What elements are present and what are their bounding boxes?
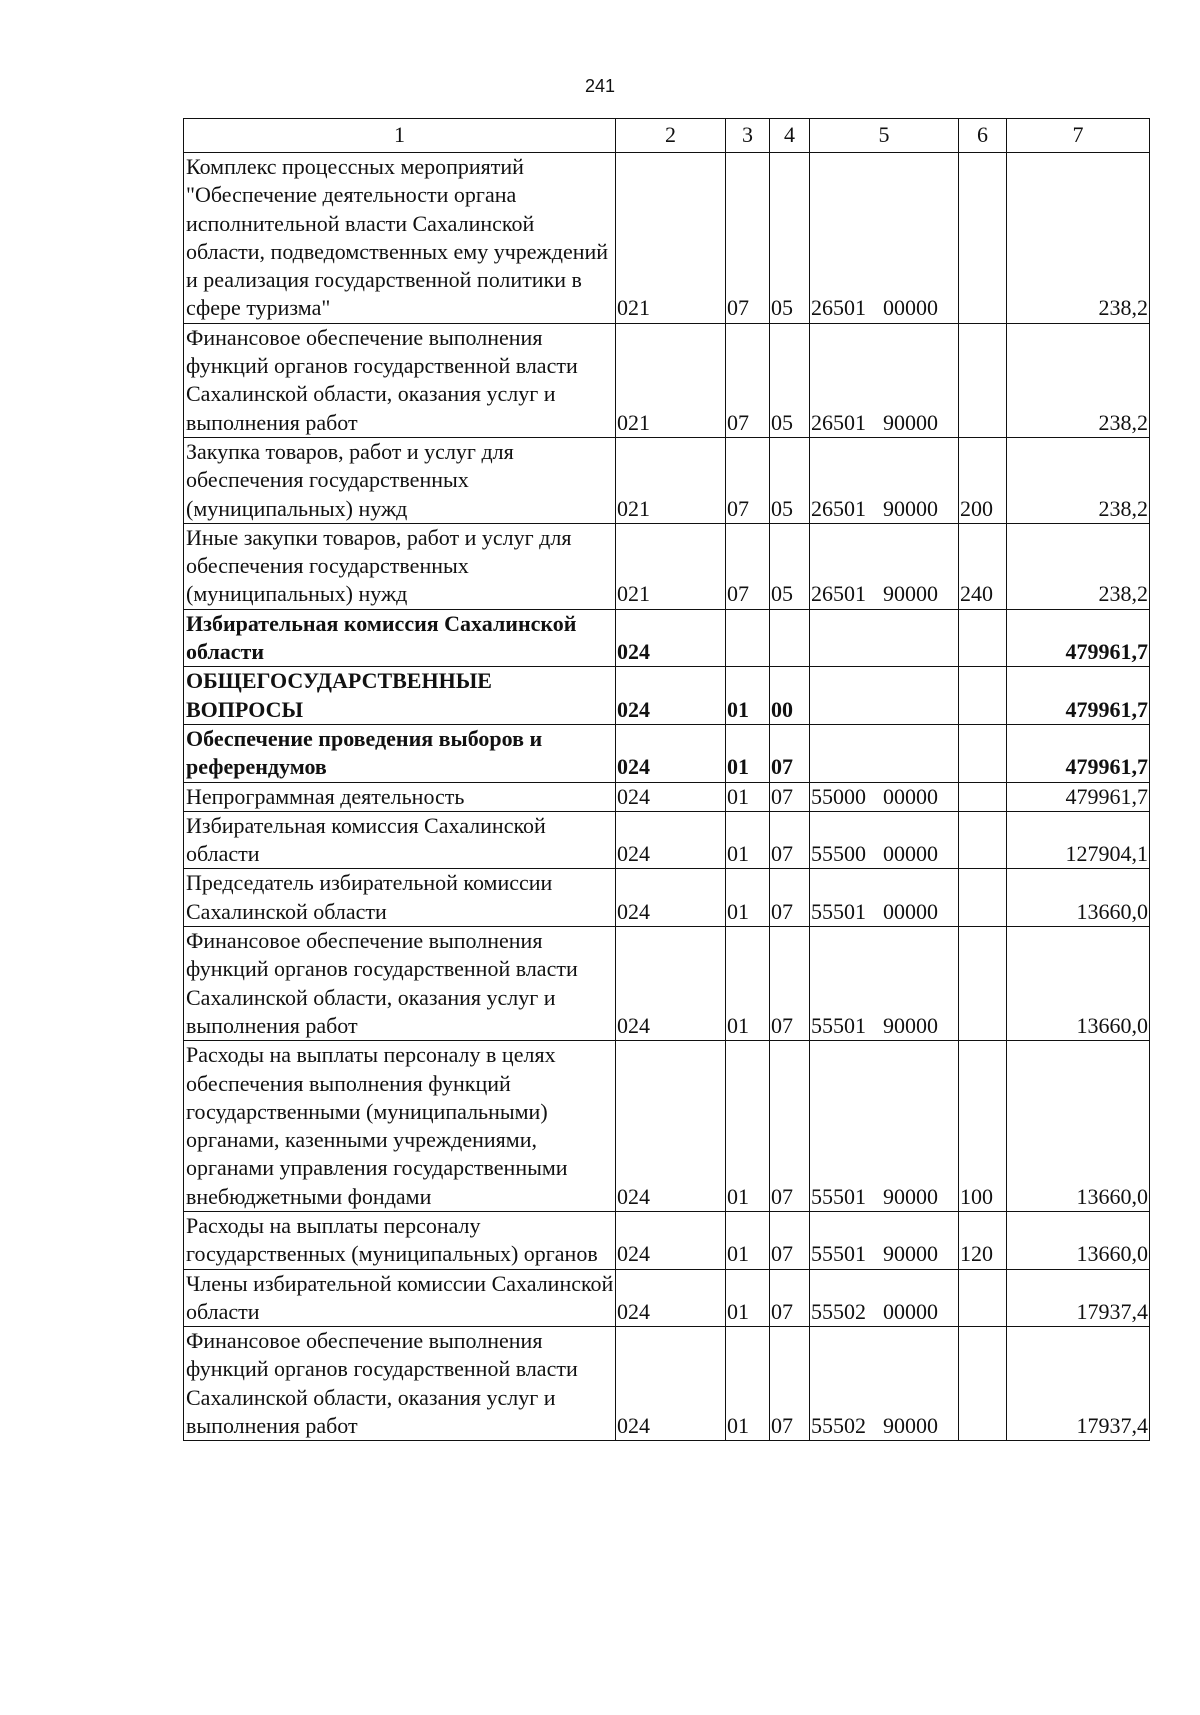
csr-part-1: 55500 [811, 841, 866, 867]
page-number: 241 [584, 76, 616, 96]
row-csr-code [810, 869, 959, 927]
row-gr-code: 024 [616, 1327, 726, 1441]
row-gr-code: 021 [616, 437, 726, 523]
table-row [184, 724, 1150, 782]
csr-part-1: 26501 [811, 295, 866, 321]
row-pr-code: 07 [770, 1041, 810, 1212]
table-row [184, 323, 1150, 437]
table-row [184, 782, 1150, 811]
row-rz-code: 01 [726, 869, 770, 927]
row-sum: 479961,7 [1007, 782, 1150, 811]
row-name: Члены избирательной комиссии Сахалинской области [184, 1269, 616, 1327]
row-name: ОБЩЕГОСУДАРСТВЕННЫЕ ВОПРОСЫ [184, 667, 616, 725]
csr-part-1: 55502 [811, 1298, 866, 1324]
col-header-2: 2 [616, 119, 726, 153]
csr-part-2: 00000 [883, 295, 938, 321]
row-sum: 127904,1 [1007, 811, 1150, 869]
row-sum: 17937,4 [1007, 1327, 1150, 1441]
table-row [184, 1269, 1150, 1327]
csr-part-1: 55501 [811, 1183, 866, 1209]
row-name: Финансовое обеспечение выполнения функций органов государственной власти Сахалинской области, оказания услуг и выполнения работ [184, 1327, 616, 1441]
row-csr-code [810, 811, 959, 869]
table-row [184, 153, 1150, 324]
row-pr-code [770, 609, 810, 667]
row-csr-code [810, 782, 959, 811]
row-pr-code: 07 [770, 1211, 810, 1269]
row-name: Комплекс процессных мероприятий "Обеспечение деятельности органа исполнительной власти Сахалинской области, подведомственных ему учреждений и реализация государственной политики в сфере туризма" [184, 153, 616, 324]
row-rz-code: 07 [726, 323, 770, 437]
row-csr-code [810, 437, 959, 523]
row-pr-code: 07 [770, 811, 810, 869]
csr-part-2: 90000 [883, 1413, 938, 1439]
row-name: Финансовое обеспечение выполнения функций органов государственной власти Сахалинской области, оказания услуг и выполнения работ [184, 323, 616, 437]
row-vr-code: 240 [959, 523, 1007, 609]
csr-part-2: 00000 [883, 783, 938, 809]
row-sum: 479961,7 [1007, 609, 1150, 667]
row-gr-code: 024 [616, 811, 726, 869]
row-sum: 238,2 [1007, 437, 1150, 523]
row-gr-code: 024 [616, 927, 726, 1041]
csr-part-2: 90000 [883, 1183, 938, 1209]
row-csr-code [810, 1041, 959, 1212]
csr-part-1: 55501 [811, 1241, 866, 1267]
row-gr-code: 021 [616, 523, 726, 609]
table-row [184, 437, 1150, 523]
row-sum: 13660,0 [1007, 1211, 1150, 1269]
row-csr-code [810, 1327, 959, 1441]
row-gr-code: 021 [616, 153, 726, 324]
row-rz-code: 01 [726, 667, 770, 725]
row-name: Финансовое обеспечение выполнения функций органов государственной власти Сахалинской области, оказания услуг и выполнения работ [184, 927, 616, 1041]
row-vr-code [959, 927, 1007, 1041]
row-csr-code [810, 523, 959, 609]
col-header-1: 1 [184, 119, 616, 153]
csr-part-1: 55000 [811, 783, 866, 809]
row-pr-code: 05 [770, 523, 810, 609]
row-pr-code: 07 [770, 782, 810, 811]
row-gr-code: 021 [616, 323, 726, 437]
row-vr-code [959, 782, 1007, 811]
row-name: Председатель избирательной комиссии Сахалинской области [184, 869, 616, 927]
row-vr-code [959, 811, 1007, 869]
csr-part-1: 26501 [811, 409, 866, 435]
row-rz-code: 01 [726, 1269, 770, 1327]
row-pr-code: 00 [770, 667, 810, 725]
row-pr-code: 05 [770, 153, 810, 324]
row-rz-code: 01 [726, 1327, 770, 1441]
row-rz-code: 07 [726, 523, 770, 609]
row-vr-code [959, 1269, 1007, 1327]
csr-part-2: 00000 [883, 1298, 938, 1324]
col-header-7: 7 [1007, 119, 1150, 153]
row-gr-code: 024 [616, 609, 726, 667]
row-sum: 13660,0 [1007, 869, 1150, 927]
row-name: Непрограммная деятельность [184, 782, 616, 811]
table-row [184, 927, 1150, 1041]
row-vr-code [959, 609, 1007, 667]
row-vr-code [959, 869, 1007, 927]
row-csr-code [810, 667, 959, 725]
row-rz-code: 01 [726, 927, 770, 1041]
table-row [184, 1211, 1150, 1269]
csr-part-2: 00000 [883, 841, 938, 867]
col-header-6: 6 [959, 119, 1007, 153]
row-rz-code: 01 [726, 1041, 770, 1212]
row-gr-code: 024 [616, 1041, 726, 1212]
row-pr-code: 07 [770, 927, 810, 1041]
csr-part-2: 90000 [883, 1241, 938, 1267]
csr-part-1: 55501 [811, 898, 866, 924]
csr-part-2: 90000 [883, 1012, 938, 1038]
row-rz-code [726, 609, 770, 667]
row-csr-code [810, 1269, 959, 1327]
row-vr-code: 200 [959, 437, 1007, 523]
row-gr-code: 024 [616, 1211, 726, 1269]
row-gr-code: 024 [616, 782, 726, 811]
table-body [184, 153, 1150, 1441]
row-rz-code: 01 [726, 1211, 770, 1269]
row-name: Закупка товаров, работ и услуг для обеспечения государственных (муниципальных) нужд [184, 437, 616, 523]
row-sum: 13660,0 [1007, 1041, 1150, 1212]
row-sum: 17937,4 [1007, 1269, 1150, 1327]
row-csr-code [810, 927, 959, 1041]
table-row [184, 869, 1150, 927]
col-header-3: 3 [726, 119, 770, 153]
row-vr-code [959, 323, 1007, 437]
csr-part-1: 26501 [811, 581, 866, 607]
header-row [184, 119, 1150, 153]
row-vr-code [959, 1327, 1007, 1441]
row-pr-code: 07 [770, 1269, 810, 1327]
row-name: Расходы на выплаты персоналу в целях обеспечения выполнения функций государственными (муниципальными) органами, казенными учреждениями, органами управления государственными внебюджетными фондами [184, 1041, 616, 1212]
row-rz-code: 01 [726, 724, 770, 782]
row-gr-code: 024 [616, 724, 726, 782]
row-vr-code [959, 724, 1007, 782]
row-sum: 238,2 [1007, 153, 1150, 324]
row-csr-code [810, 1211, 959, 1269]
row-sum: 13660,0 [1007, 927, 1150, 1041]
csr-part-1: 55502 [811, 1413, 866, 1439]
row-pr-code: 07 [770, 1327, 810, 1441]
row-vr-code [959, 667, 1007, 725]
csr-part-2: 90000 [883, 495, 938, 521]
csr-part-1: 26501 [811, 495, 866, 521]
row-pr-code: 05 [770, 323, 810, 437]
row-name: Избирательная комиссия Сахалинской области [184, 811, 616, 869]
row-name: Обеспечение проведения выборов и референдумов [184, 724, 616, 782]
row-csr-code [810, 153, 959, 324]
row-csr-code [810, 724, 959, 782]
row-sum: 479961,7 [1007, 724, 1150, 782]
csr-part-2: 90000 [883, 409, 938, 435]
row-vr-code [959, 153, 1007, 324]
row-rz-code: 01 [726, 811, 770, 869]
csr-part-2: 00000 [883, 898, 938, 924]
row-sum: 238,2 [1007, 323, 1150, 437]
row-pr-code: 07 [770, 869, 810, 927]
col-header-4: 4 [770, 119, 810, 153]
table-row [184, 1327, 1150, 1441]
table-row [184, 609, 1150, 667]
row-name: Избирательная комиссия Сахалинской области [184, 609, 616, 667]
table-row [184, 667, 1150, 725]
row-csr-code [810, 609, 959, 667]
table-row [184, 811, 1150, 869]
csr-part-1: 55501 [811, 1012, 866, 1038]
row-name: Расходы на выплаты персоналу государственных (муниципальных) органов [184, 1211, 616, 1269]
row-pr-code: 07 [770, 724, 810, 782]
col-header-5: 5 [810, 119, 959, 153]
row-gr-code: 024 [616, 869, 726, 927]
row-rz-code: 01 [726, 782, 770, 811]
table-row [184, 1041, 1150, 1212]
row-csr-code [810, 323, 959, 437]
row-sum: 479961,7 [1007, 667, 1150, 725]
row-vr-code: 120 [959, 1211, 1007, 1269]
csr-part-2: 90000 [883, 581, 938, 607]
row-sum: 238,2 [1007, 523, 1150, 609]
table-row [184, 523, 1150, 609]
row-rz-code: 07 [726, 437, 770, 523]
row-vr-code: 100 [959, 1041, 1007, 1212]
row-name: Иные закупки товаров, работ и услуг для обеспечения государственных (муниципальных) нужд [184, 523, 616, 609]
budget-table [183, 118, 1150, 1441]
row-gr-code: 024 [616, 1269, 726, 1327]
row-gr-code: 024 [616, 667, 726, 725]
row-pr-code: 05 [770, 437, 810, 523]
row-rz-code: 07 [726, 153, 770, 324]
